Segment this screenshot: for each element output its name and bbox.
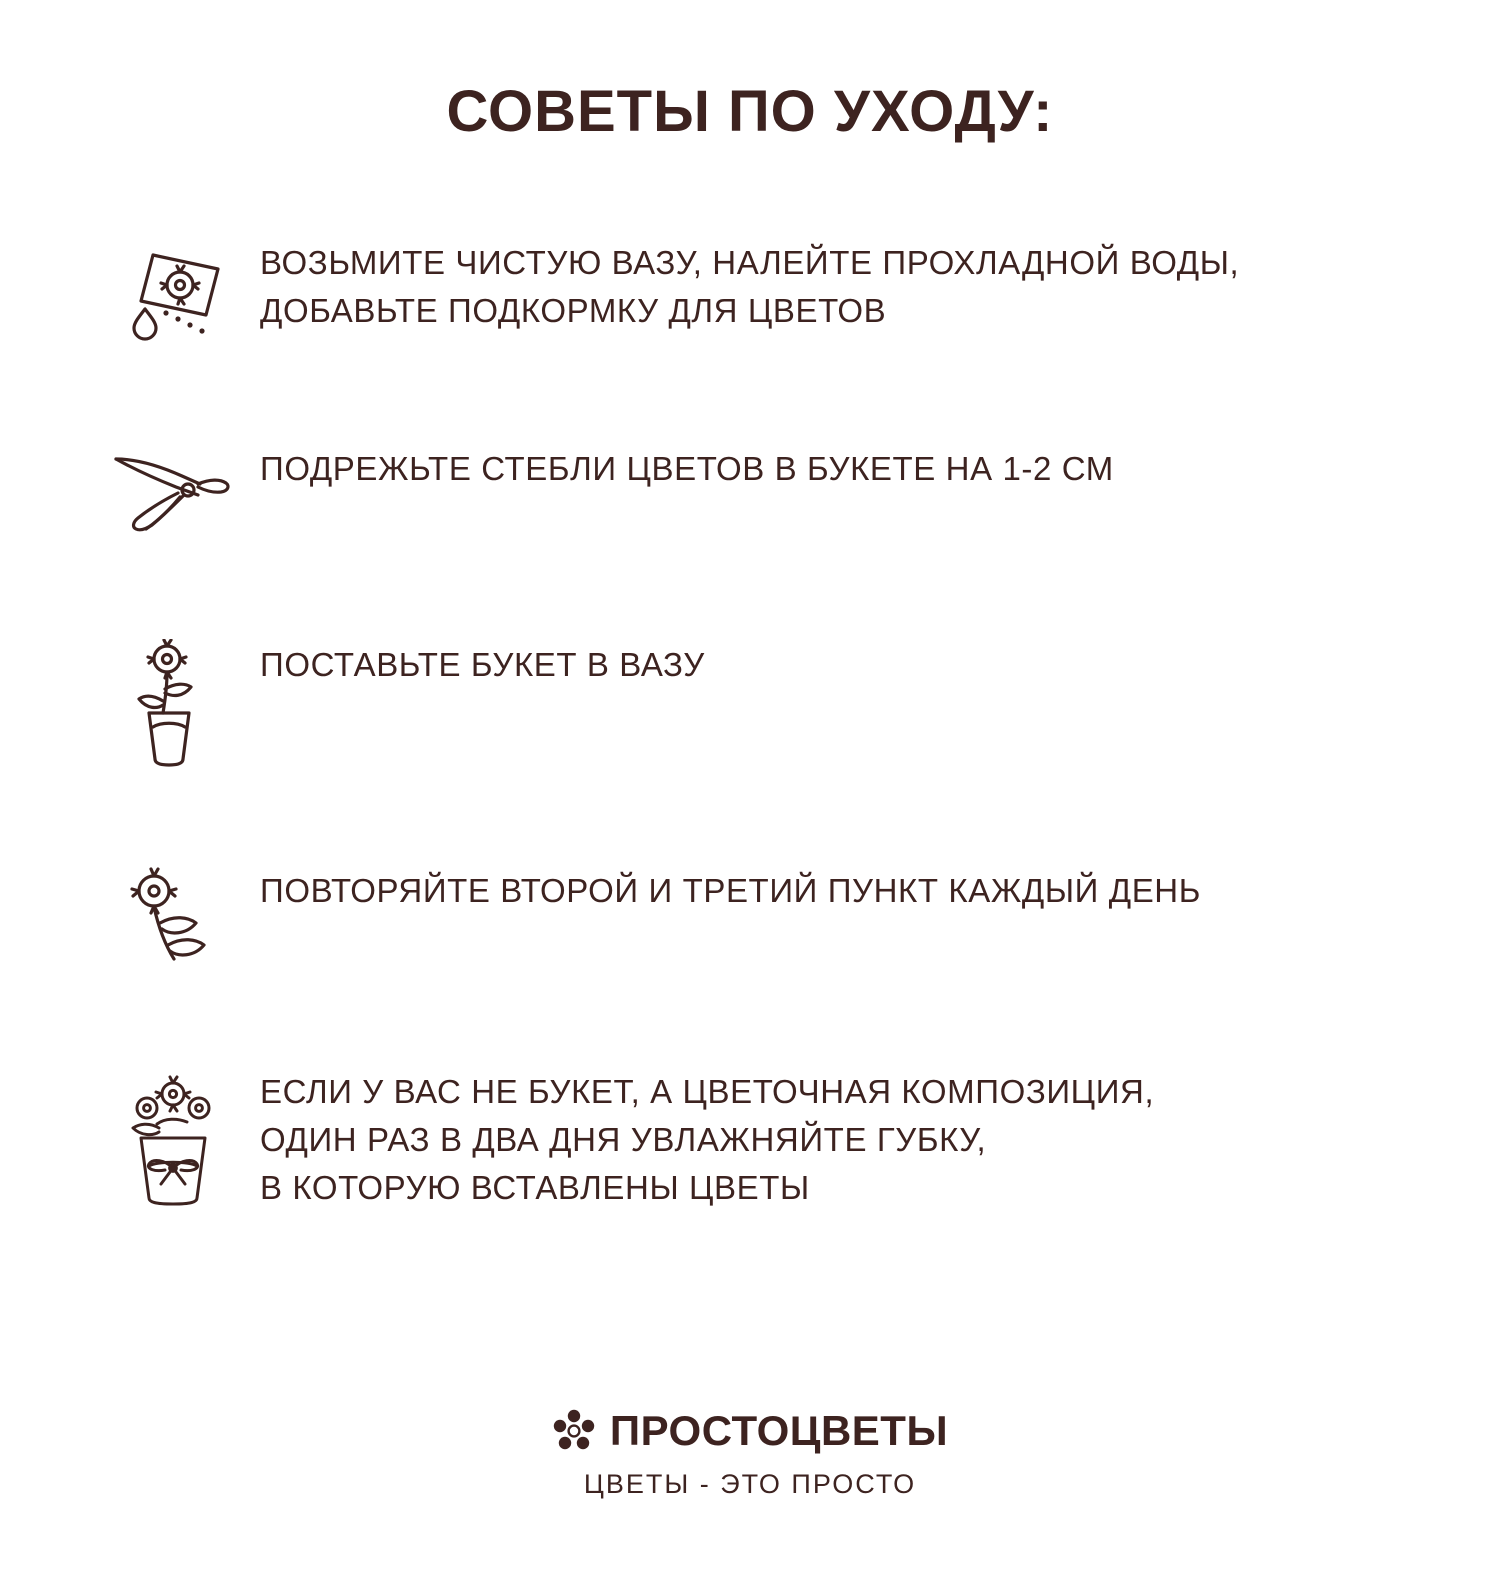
list-item-text [260, 443, 1114, 493]
list-item-text [260, 1066, 1154, 1212]
flower-with-leaf-icon [85, 865, 260, 970]
brand-logo [0, 1407, 1500, 1455]
page-title: СОВЕТЫ ПО УХОДУ: [446, 79, 1054, 144]
care-tips-page [0, 78, 1500, 1578]
list-item-text [260, 865, 1201, 915]
watering-flower-food-icon [85, 237, 260, 348]
list-item-line: ОДИН РАЗ В ДВА ДНЯ УВЛАЖНЯЙТЕ ГУБКУ, [260, 1120, 987, 1158]
list-item-line: ЕСЛИ У ВАС НЕ БУКЕТ, А ЦВЕТОЧНАЯ КОМПОЗИЦИЯ, [260, 1073, 1155, 1110]
footer [0, 1407, 1500, 1500]
brand-name: ПРОСТОЦВЕТЫ [609, 1407, 949, 1454]
list-item [85, 865, 1440, 970]
list-item-line: ПОСТАВЬТЕ БУКЕТ В ВАЗУ [260, 646, 705, 683]
brand-tagline: ЦВЕТЫ - ЭТО ПРОСТО [583, 1469, 917, 1499]
flower-basket-icon [85, 1066, 260, 1212]
pruning-shears-icon [85, 443, 260, 543]
list-item-text [260, 237, 1239, 335]
list-item-line: В КОТОРУЮ ВСТАВЛЕНЫ ЦВЕТЫ [260, 1168, 810, 1206]
flower-in-vase-icon [85, 639, 260, 769]
list-item-text [260, 639, 705, 689]
list-item [85, 1066, 1440, 1212]
tips-list [0, 237, 1500, 1212]
list-item [85, 443, 1440, 543]
list-item-line: ПОВТОРЯЙТЕ ВТОРОЙ И ТРЕТИЙ ПУНКТ КАЖДЫЙ ДЕНЬ [260, 872, 1201, 909]
list-item-line: ДОБАВЬТЕ ПОДКОРМКУ ДЛЯ ЦВЕТОВ [260, 291, 887, 329]
list-item-line: ПОДРЕЖЬТЕ СТЕБЛИ ЦВЕТОВ В БУКЕТЕ НА 1-2 СМ [260, 450, 1114, 487]
flower-logo-icon [552, 1409, 596, 1453]
list-item [85, 639, 1440, 769]
list-item-line: ВОЗЬМИТЕ ЧИСТУЮ ВАЗУ, НАЛЕЙТЕ ПРОХЛАДНОЙ ВОДЫ, [260, 244, 1240, 281]
list-item [85, 237, 1440, 348]
